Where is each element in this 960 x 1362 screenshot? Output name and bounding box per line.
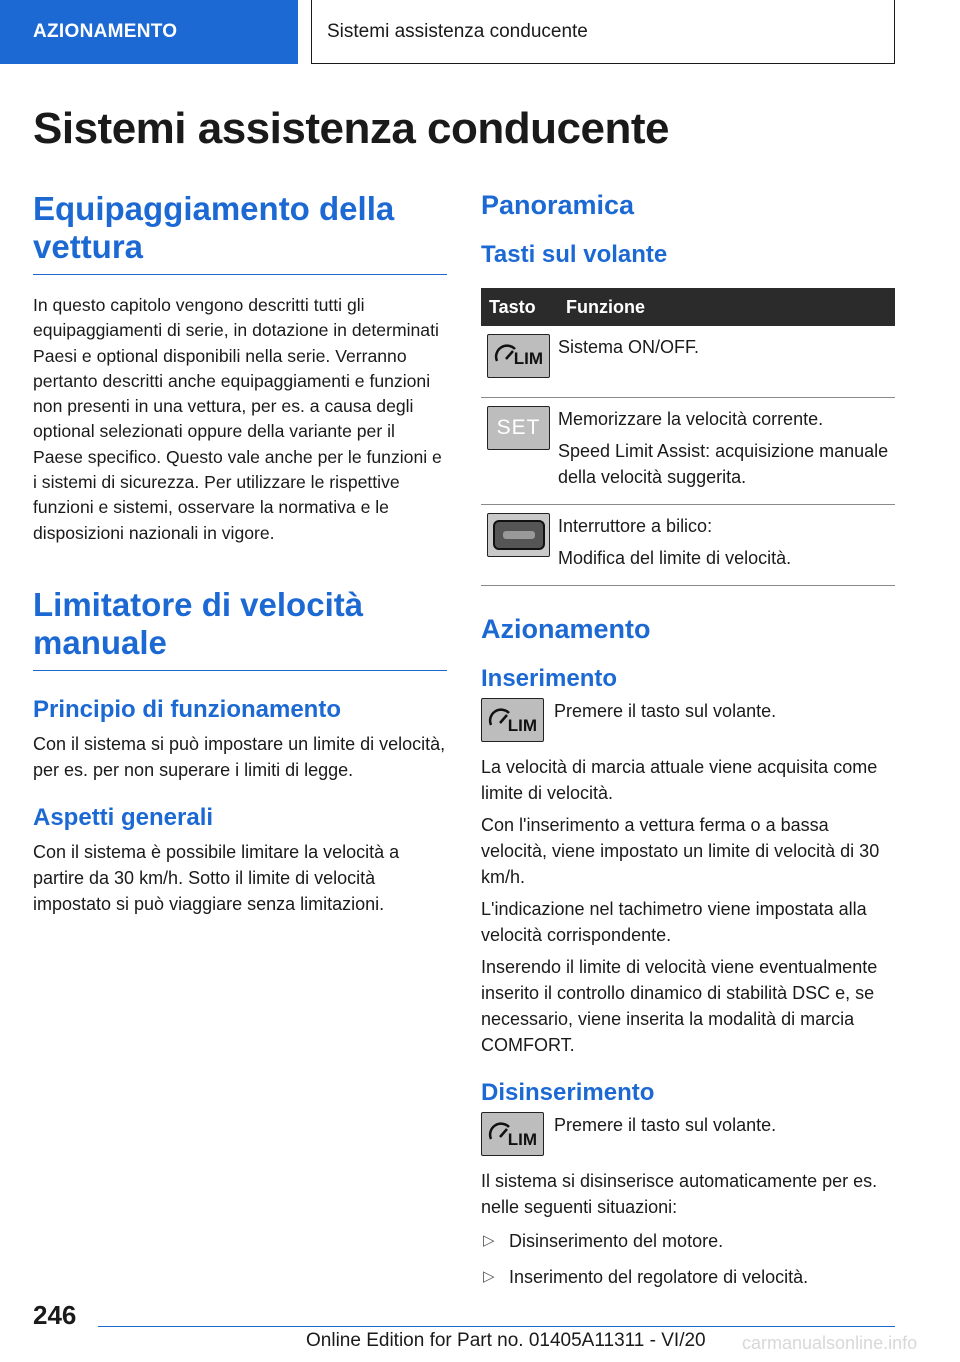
table-cell-function: Memorizzare la velocità corrente. Speed Limit Assist: acquisizione manuale della velocità suggerita.	[558, 398, 895, 505]
operation-heading: Azionamento	[481, 614, 651, 644]
activation-key-text: Premere il tasto sul volante.	[554, 701, 777, 721]
table-cell-function: Sistema ON/OFF.	[558, 326, 895, 398]
lim-key-icon: LIM	[481, 1112, 544, 1156]
deactivation-text: Il sistema si disinserisce automaticamente per es. nelle seguenti situazioni:	[481, 1171, 878, 1217]
section-title: Sistemi assistenza conducente	[311, 0, 895, 64]
list-item: ▷ Disinserimento del motore.	[481, 1228, 895, 1254]
table-row	[481, 326, 895, 398]
deactivation-key-row	[481, 1112, 895, 1156]
keys-table	[481, 288, 895, 586]
footer-edition: Online Edition for Part no. 01405A11311 - VI/20	[306, 1330, 706, 1351]
table-cell-icon	[481, 505, 558, 586]
overview-heading: Panoramica	[481, 190, 635, 220]
chapter-tab: AZIONAMENTO	[0, 0, 298, 64]
table-cell-function: Interruttore a bilico: Modifica del limite di velocità.	[558, 505, 895, 586]
set-key-icon: SET	[487, 406, 550, 450]
keys-heading: Tasti sul volante	[481, 241, 668, 268]
general-text: Con il sistema è possibile limitare la velocità a partire da 30 km/h. Sotto il limite di velocità impostato si può viaggiare senza limitazioni.	[33, 841, 400, 914]
activation-text-2: Con l'inserimento a vettura ferma o a bassa velocità, viene impostato un limite di velocità di 30 km/h.	[481, 815, 880, 887]
page-title: Sistemi assistenza conducente	[33, 104, 669, 153]
table-row	[481, 505, 895, 586]
general-heading: Aspetti generali	[33, 803, 214, 831]
principle-text: Con il sistema si può impostare un limite di velocità, per es. per non superare i limiti di legge.	[33, 733, 446, 780]
equipment-heading: Equipaggiamento della vettura	[33, 190, 447, 275]
table-header-key: Tasto	[481, 288, 558, 326]
list-item: ▷ Inserimento del regolatore di velocità.	[481, 1264, 895, 1290]
table-header-function: Funzione	[558, 288, 895, 326]
table-row	[481, 398, 895, 505]
deactivation-list	[481, 1228, 895, 1290]
page-number: 246	[33, 1300, 77, 1330]
principle-heading: Principio di funzionamento	[33, 695, 341, 723]
deactivation-key-text: Premere il tasto sul volante.	[554, 1115, 777, 1135]
table-header-row	[481, 288, 895, 326]
table-cell-icon	[481, 326, 558, 398]
activation-text-1: La velocità di marcia attuale viene acquisita come limite di velocità.	[481, 757, 878, 803]
activation-heading: Inserimento	[481, 665, 618, 692]
lim-key-icon: LIM	[481, 698, 544, 742]
activation-key-row	[481, 698, 895, 742]
watermark: carmanualsonline.info	[742, 1333, 918, 1353]
table-cell-icon	[481, 398, 558, 505]
limiter-heading: Limitatore di velocità manuale	[33, 586, 447, 671]
bullet-triangle-icon: ▷	[483, 1232, 495, 1249]
deactivation-heading: Disinserimento	[481, 1079, 655, 1106]
activation-text-3: L'indicazione nel tachimetro viene impostata alla velocità corrispondente.	[481, 899, 867, 945]
right-column	[481, 188, 895, 1300]
lim-key-icon: LIM	[487, 334, 550, 378]
bullet-triangle-icon: ▷	[483, 1268, 495, 1285]
equipment-text: In questo capitolo vengono descritti tutti gli equipaggiamenti di serie, in dotazione in determinati Paesi e optional disponibili nella serie. Verranno pertanto descritti anche equipaggiamenti e funzioni non presenti in una vettura, per es. a causa degli optional selezionati oppure della variante per il Paese specifico. Questo vale anche per le funzioni e i sistemi di sicurezza. Per utilizzare le rispettive funzioni e sistemi, osservare la normativa e le disposizioni nazionali in vigore.	[33, 295, 442, 543]
activation-text-4: Inserendo il limite di velocità viene eventualmente inserito il controllo dinamico di stabilità DSC e, se necessario, viene inserita la modalità di marcia COMFORT.	[481, 957, 878, 1055]
footer-divider	[98, 1326, 895, 1327]
left-column	[33, 190, 447, 917]
rocker-switch-icon	[487, 513, 550, 557]
